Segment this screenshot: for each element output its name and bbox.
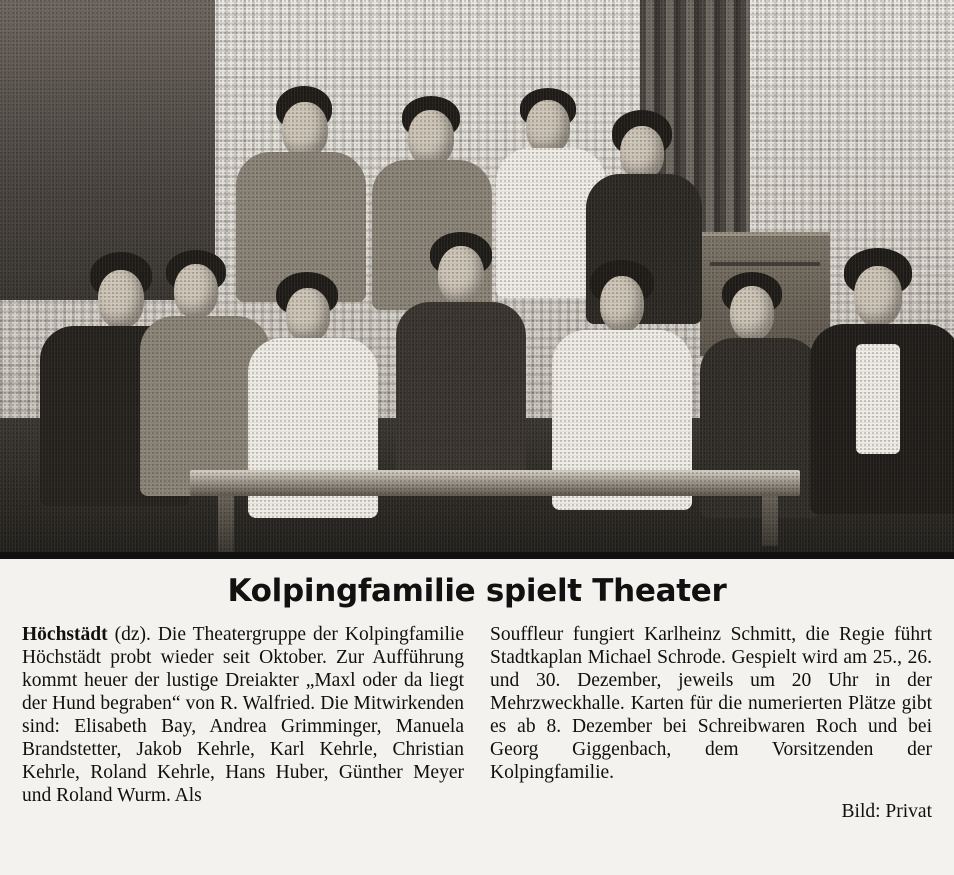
article-text-right: Souffleur fungiert Karlheinz Schmitt, die Regie führt Stadtkaplan Michael Schrode. Gespielt wird am 25., 26. und 30. Dezember, jeweils um 20 Uhr in der Mehrzweckhalle. Karten für die numerierten Plätze gibt es ab 8. Dezember bei Schreibwaren Roch und bei Georg Giggenbach, dem Vorsitzenden der Kolpingfamilie.: [490, 624, 932, 783]
article-paragraph-left: [22, 623, 464, 807]
article-body: [0, 555, 954, 875]
article-column-right: [490, 623, 932, 823]
photo-person-front-4: [396, 232, 526, 492]
article-column-left: [22, 623, 464, 807]
photo-table-leg-right: [762, 494, 778, 546]
photo-person-front-7: [810, 248, 954, 518]
photo-table: [190, 470, 800, 496]
article-text-left: (dz). Die Theatergruppe der Kolpingfamilie Höchstädt probt wieder seit Oktober. Zur Aufführung kommt heuer der lustige Dreiakter „Maxl oder da liegt der Hund begraben“ von R. Walfried. Die Mitwirkenden sind: Elisabeth Bay, Andrea Grimminger, Manuela Brandstetter, Jakob Kehrle, Karl Kehrle, Christian Kehrle, Roland Kehrle, Hans Huber, Günther Meyer und Roland Wurm. Als: [22, 624, 465, 806]
photo-table-leg-left: [218, 494, 234, 552]
photo-person-front-3: [248, 272, 378, 502]
page-title: Kolpingfamilie spielt Theater: [227, 573, 727, 609]
photo-credit: Bild: Privat: [841, 801, 932, 822]
dateline: Höchstädt: [22, 624, 108, 645]
article-columns: [22, 623, 932, 823]
horizontal-rule: [0, 555, 954, 559]
photo-person-front-5: [552, 260, 692, 500]
